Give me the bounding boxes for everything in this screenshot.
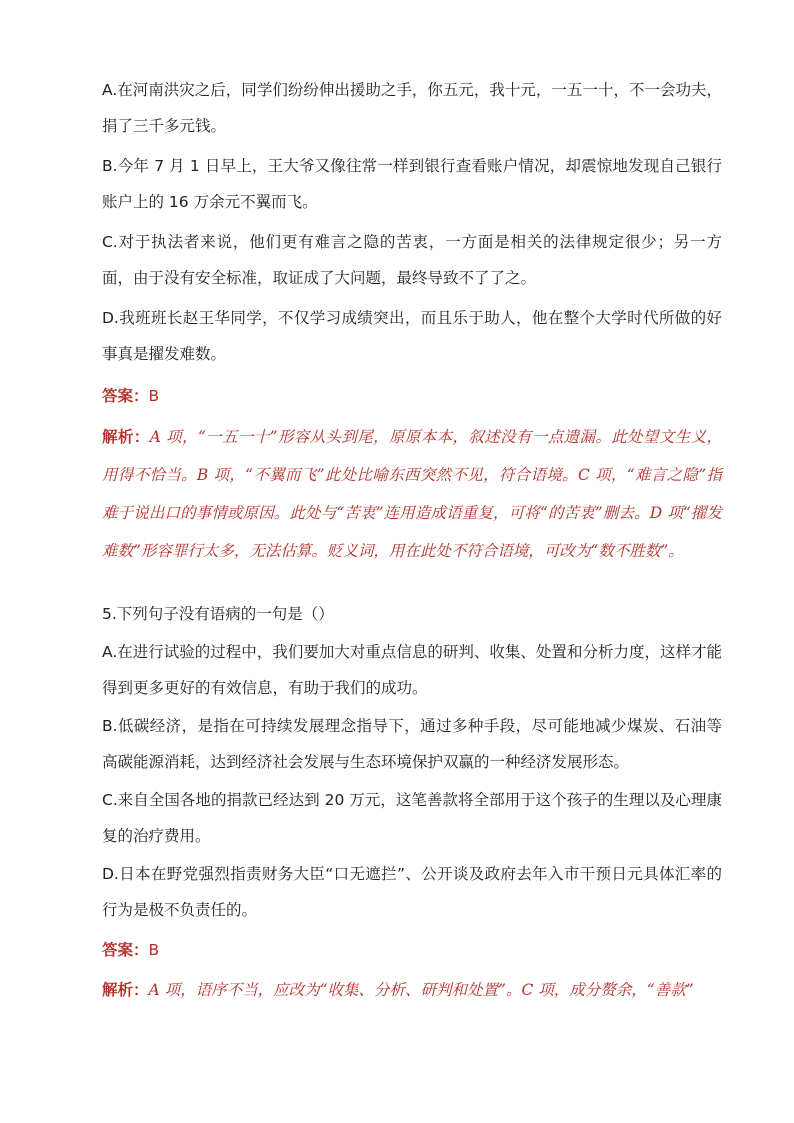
q5-option-d: D.日本在野党强烈指责财务大臣“口无遮拦”、公开谈及政府去年入市干预日元具体汇率的行为是极不负责任的。 — [102, 865, 722, 919]
q5-option-a: A.在进行试验的过程中，我们要加大对重点信息的研判、收集、处置和分析力度，这样才能得到更多更好的有效信息，有助于我们的成功。 — [102, 643, 722, 697]
q4-option-a: A.在河南洪灾之后，同学们纷纷伸出援助之手，你五元，我十元，一五一十，不一会功夫，捐了三千多元钱。 — [102, 81, 722, 135]
q5-answer — [102, 932, 722, 968]
q5-stem: 5.下列句子没有语病的一句是（） — [102, 605, 334, 623]
q4-explanation — [102, 418, 722, 570]
q5-explanation-label: 解析： — [102, 981, 149, 999]
q4-option-d: D.我班班长赵王华同学，不仅学习成绩突出，而且乐于助人，他在整个大学时代所做的好事真是擢发难数。 — [102, 309, 722, 363]
q4-answer-value: B — [148, 387, 160, 405]
q4-option-b: B.今年 7 月 1 日早上，王大爷又像往常一样到银行查看账户情况，却震惊地发现自己银行账户上的 16 万余元不翼而飞。 — [102, 157, 722, 211]
q5-answer-label: 答案： — [102, 941, 149, 959]
q5-option-c: C.来自全国各地的捐款已经达到 20 万元，这笔善款将全部用于这个孩子的生理以及心理康复的治疗费用。 — [102, 791, 722, 845]
q4-answer — [102, 378, 722, 414]
q5-explanation — [102, 972, 722, 1008]
q5-explanation-body: A 项，语序不当，应改为“收集、分析、研判和处置”。C 项，成分赘余，“善款” — [148, 981, 694, 999]
q4-option-c: C.对于执法者来说，他们更有难言之隐的苦衷，一方面是相关的法律规定很少；另一方面，由于没有安全标准，取证成了大问题，最终导致不了了之。 — [102, 233, 722, 287]
q5-option-b: B.低碳经济，是指在可持续发展理念指导下，通过多种手段，尽可能地减少煤炭、石油等高碳能源消耗，达到经济社会发展与生态环境保护双赢的一种经济发展形态。 — [102, 717, 722, 771]
q4-answer-label: 答案： — [102, 387, 149, 405]
q4-explanation-label: 解析： — [102, 428, 150, 446]
q5-answer-value: B — [148, 941, 160, 959]
q4-explanation-body: A 项，“一五一十”形容从头到尾，原原本本，叙述没有一点遗漏。此处望文生义，用得不恰当。B 项，“不翼而飞”此处比喻东西突然不见，符合语境。C 项，“难言之隐”指难于说出口的事情或原因。此处与“苦衷”连用造成语重复，可将“的苦衷”删去。D 项“擢发难数”形容罪行太多，无法估算。贬义词，用在此处不符合语境，可改为“数不胜数”。 — [102, 428, 722, 560]
